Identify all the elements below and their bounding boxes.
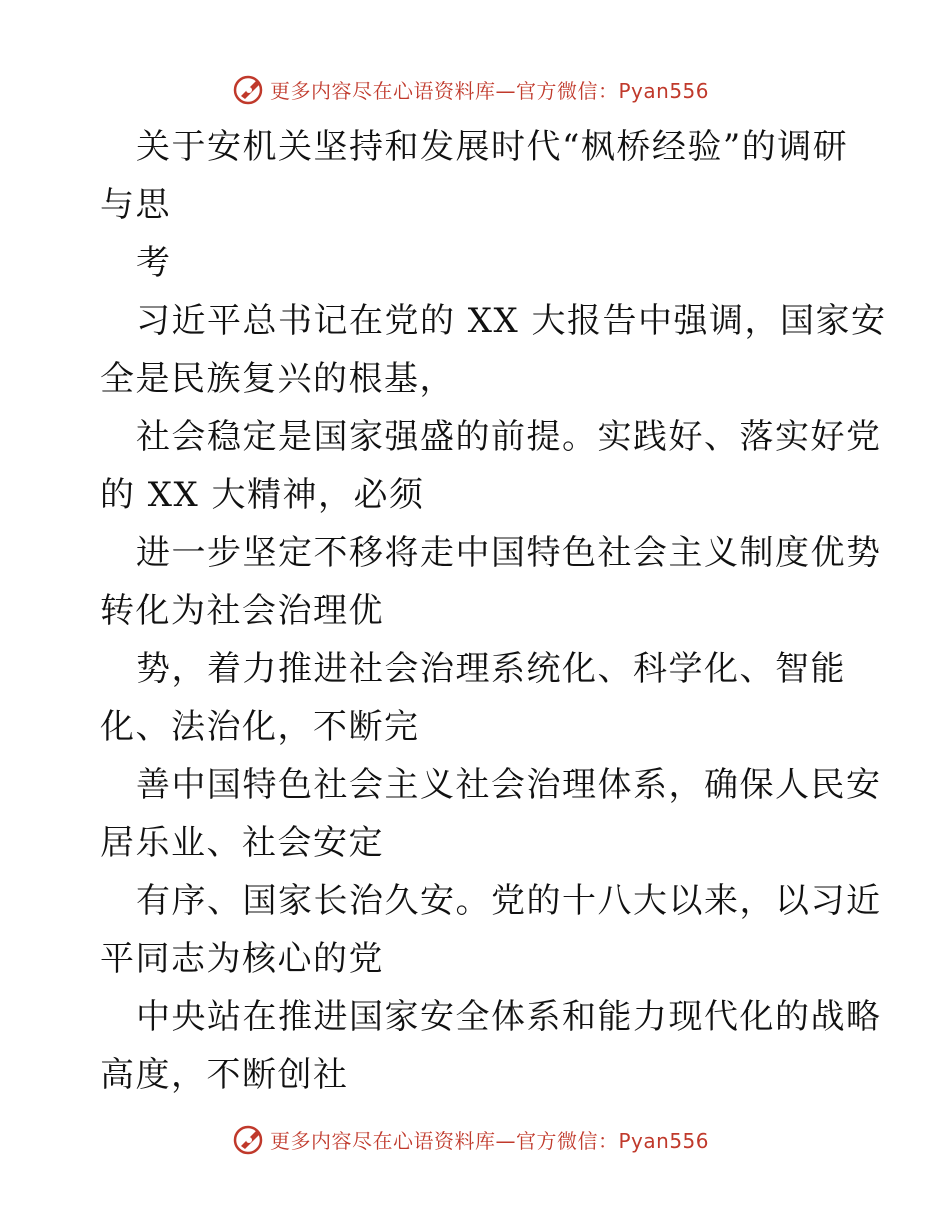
text-line: 化、法治化，不断完 — [100, 707, 420, 747]
pen-logo-icon — [232, 72, 266, 106]
text-line: 有序、国家长治久安。党的十八大以来，以习近 — [136, 881, 882, 921]
text-line: 关于安机关坚持和发展时代“枫桥经验”的调研 — [136, 127, 849, 167]
watermark-text: 更多内容尽在心语资料库—官方微信：Pyan556 — [270, 78, 710, 103]
footer-watermark — [232, 1122, 709, 1156]
text-line: 的 XX 大精神，必须 — [100, 475, 425, 515]
header-watermark — [232, 72, 709, 106]
document-body — [100, 118, 887, 1104]
text-line: 考 — [136, 243, 172, 283]
text-line: 全是民族复兴的根基， — [100, 359, 455, 399]
text-line: 与思 — [100, 185, 171, 225]
text-line: 居乐业、社会安定 — [100, 823, 384, 863]
text-line: 势，着力推进社会治理系统化、科学化、智能 — [136, 649, 846, 689]
text-line: 进一步坚定不移将走中国特色社会主义制度优势 — [136, 533, 882, 573]
text-line: 转化为社会治理优 — [100, 591, 384, 631]
text-line: 平同志为核心的党 — [100, 939, 384, 979]
text-line: 善中国特色社会主义社会治理体系，确保人民安 — [136, 765, 882, 805]
watermark-text: 更多内容尽在心语资料库—官方微信：Pyan556 — [270, 1128, 710, 1153]
text-line: 高度，不断创社 — [100, 1055, 349, 1095]
text-line: 中央站在推进国家安全体系和能力现代化的战略 — [136, 997, 882, 1037]
text-line: 习近平总书记在党的 XX 大报告中强调，国家安 — [136, 301, 887, 341]
pen-logo-icon — [232, 1122, 266, 1156]
text-line: 社会稳定是国家强盛的前提。实践好、落实好党 — [136, 417, 882, 457]
